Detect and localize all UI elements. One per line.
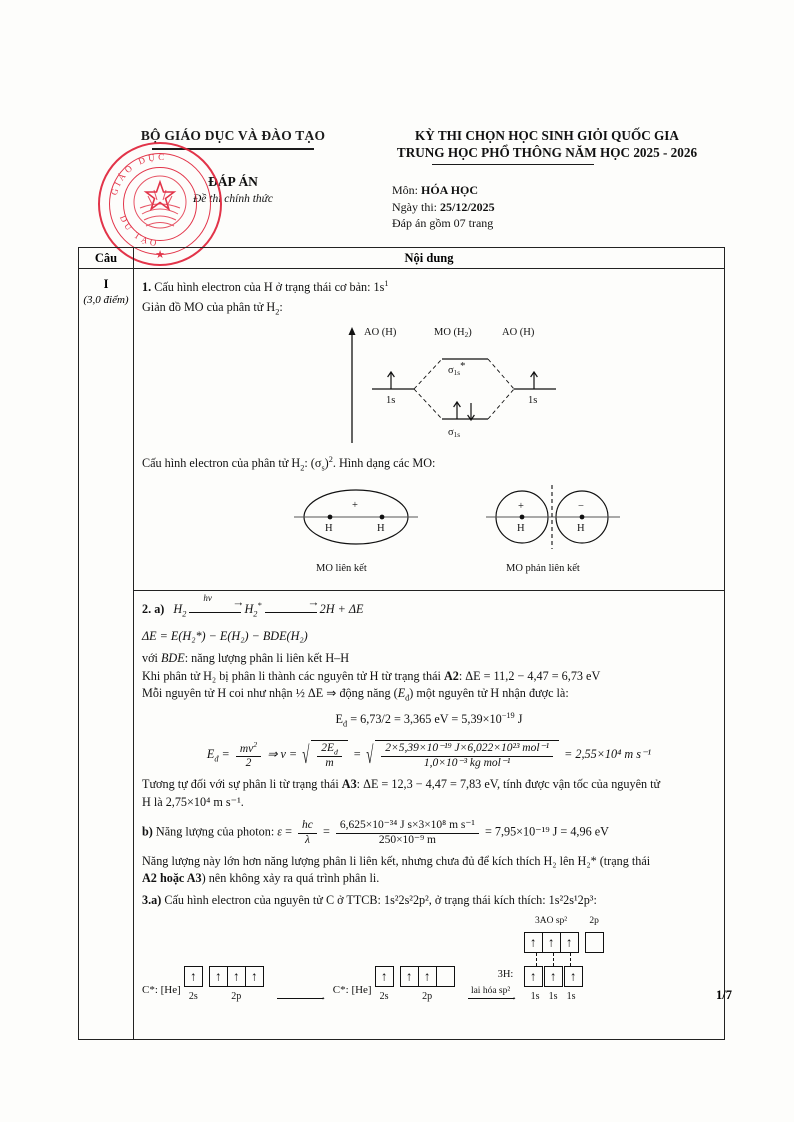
exam-type-label: Đề thi chính thức: [192, 192, 274, 205]
spin-up-arrow: [530, 936, 537, 949]
mv2-numerator: [236, 740, 261, 757]
reactant-h2: H: [173, 601, 183, 616]
config-sub: 2: [300, 463, 305, 472]
photon-denominator: 250×10⁻⁹ m: [378, 833, 436, 846]
exam-title-line2: TRUNG HỌC PHỔ THÔNG NĂM HỌC 2025 - 2026: [396, 145, 698, 160]
left-2p-group: [209, 966, 264, 1006]
pages-note: Đáp án gồm 07 trang: [392, 216, 494, 231]
ed-exponent: −19: [501, 710, 515, 720]
ao-left-orbital-label: 1s: [386, 394, 396, 406]
part3-text: Cấu hình electron của nguyên tử C ở TTCB: 1s²2s²2p², ở trạng thái kích thích: 1s²2s¹2p³:: [164, 892, 597, 907]
bde-note-prefix: với: [142, 651, 158, 665]
spin-up-arrow: [215, 970, 222, 983]
part1-number: 1.: [142, 280, 152, 295]
sqrt1-numerator: [317, 742, 342, 757]
answer-key-title: ĐÁP ÁN: [208, 173, 258, 189]
orbital-box: [185, 967, 202, 986]
mv-sup: 2: [253, 740, 258, 750]
sqrt2-denominator: 1,0×10⁻³ kg mol⁻¹: [423, 756, 511, 769]
h-1s-label: 1s: [566, 990, 576, 1002]
hydrogen-boxes-group: [524, 966, 583, 1006]
half-e-italic: E: [397, 686, 406, 700]
header-right-block: [372, 128, 722, 232]
subject-label: Môn:: [392, 183, 419, 198]
hybrid-sp2-boxes: [524, 932, 579, 953]
velocity-lhs: [206, 740, 652, 770]
a3-text-pre: Tương tự đối với sự phân li từ trạng thái: [142, 777, 339, 792]
velocity-implies: ⇒ v =: [267, 746, 298, 761]
date-line: [392, 199, 722, 216]
right-2s-label: 2s: [379, 990, 389, 1002]
spin-up-arrow: [424, 970, 431, 983]
content-cell: [134, 269, 724, 1039]
a3-state-badge: A3: [341, 777, 357, 792]
ed-sub: đ: [343, 719, 348, 729]
a2-state-badge: A2: [443, 668, 459, 683]
right-2s-group: [375, 966, 394, 1006]
orbital-box: [543, 933, 561, 952]
label-ao-right: AO (H): [502, 326, 535, 338]
spin-up-arrow: [548, 936, 555, 949]
left-2s-group: [184, 966, 203, 1006]
part3-number: 3.a): [142, 892, 162, 907]
mv2-denominator: 2: [245, 757, 252, 770]
part1-line2: [142, 299, 716, 321]
photon-note: [142, 853, 716, 871]
antibonding-sign-minus: −: [578, 500, 584, 512]
mo-diagram-svg: [338, 323, 608, 449]
right-2p-label: 2p: [422, 990, 433, 1002]
config-end: ): [324, 455, 329, 470]
part3-line: [142, 892, 716, 910]
ministry-name: BỘ GIÁO DỤC VÀ ĐÀO TẠO: [140, 128, 326, 143]
bonding-caption: MO liên kết: [316, 562, 367, 574]
page-number: 1/7: [716, 988, 732, 1002]
part1-line1-text: Cấu hình electron của H ở trạng thái cơ bản: 1s: [154, 280, 385, 295]
delta-e-equation: ΔE = E(H₂*) − E(H₂) − BDE(H₂): [142, 628, 308, 643]
col-header-content: Nội dung: [404, 250, 454, 265]
sqrt1-num-sub: đ: [333, 747, 338, 757]
antibonding-atom-left: H: [517, 522, 525, 534]
energy-axis-arrowhead: [349, 327, 356, 335]
part1-line1-sup: 1: [384, 279, 389, 288]
part2-reaction-line: [142, 592, 716, 623]
hydrogen-row: [497, 966, 604, 1006]
subject-value: HÓA HỌC: [421, 183, 479, 198]
hc-numerator: hc: [298, 819, 317, 833]
question-points: (3,0 điểm): [83, 294, 129, 306]
left-atom-label: C*: [He]: [142, 983, 181, 996]
part2-number: 2.: [142, 601, 152, 616]
hybrid-2p-boxes: [585, 932, 604, 953]
hydrogen-1s-labels: [527, 987, 580, 1006]
a3-result-line: H là 2,75×10⁴ m s⁻¹.: [142, 794, 244, 809]
left-2p-boxes: [209, 966, 264, 987]
date-label: Ngày thi:: [392, 199, 437, 214]
a3-calc: : ΔE = 12,3 − 4,47 = 7,83 eV, tính được vận tốc của nguyên tử: [356, 777, 661, 792]
hybridization-label: lai hóa sp²: [470, 985, 511, 996]
sqrt1-den-text: m: [325, 757, 334, 770]
date-value: 25/12/2025: [440, 199, 495, 214]
bond-dashes: [528, 953, 604, 966]
right-2s-boxes: [375, 966, 394, 987]
sqrt1-num-text: 2E: [321, 741, 334, 754]
right-2p-group: [400, 966, 455, 1006]
bonding-electron-up-arrow: [454, 402, 461, 419]
spin-up-arrow: [251, 970, 258, 983]
orbital-box: [544, 966, 563, 987]
bond-dash: [553, 953, 554, 966]
exam-meta-block: [392, 182, 722, 232]
bonding-atom-right: H: [377, 522, 385, 534]
velocity-eq2: =: [352, 746, 362, 761]
ao-left-electron-arrow: [388, 372, 395, 389]
reactant-h2-sub: 2: [182, 609, 187, 618]
ed-value: = 6,73/2 = 3,365 eV = 5,39×10: [350, 712, 502, 726]
spin-up-arrow: [550, 970, 557, 983]
orbital-box: [524, 966, 543, 987]
product-h2star-sub: 2: [253, 609, 258, 618]
a2-text-pre: Khi phân tử H₂ bị phân li thành các nguyên tử H từ trạng thái: [142, 668, 441, 683]
part1-line1: [142, 275, 716, 297]
ministry-underline: [152, 148, 314, 150]
header-left-block: [88, 128, 378, 205]
orbital-box: [525, 933, 543, 952]
velocity-result: = 2,55×10⁴ m s⁻¹: [564, 746, 652, 761]
photon-result: = 7,95×10⁻¹⁹ J = 4,96 eV: [484, 824, 609, 839]
right-atom-label: C*: [He]: [332, 983, 372, 996]
config-tail: . Hình dạng các MO:: [332, 455, 436, 470]
photon-label: hv: [203, 592, 212, 603]
orbital-box: [564, 966, 583, 987]
half-text-post: ) một nguyên tử H nhận được là:: [409, 686, 569, 700]
sqrt-2Ed-over-m: [302, 740, 348, 771]
question-number: I: [103, 277, 109, 291]
frac-big: [381, 742, 553, 769]
label-mo-center: MO (H2): [434, 326, 472, 339]
h-1s-label: 1s: [548, 990, 558, 1002]
spin-up-arrow: [406, 970, 413, 983]
spin-up-arrow: [570, 970, 577, 983]
bde-note: [142, 650, 716, 668]
second-arrow: →: [265, 601, 317, 619]
photon-energy-text: Năng lượng của photon:: [155, 824, 275, 839]
photon-big-fraction: [336, 819, 479, 846]
left-2p-label: 2p: [231, 990, 242, 1002]
mv-text: mv: [239, 742, 254, 755]
ao-right-electron-arrow: [531, 372, 538, 389]
orbital-box: [586, 933, 603, 952]
ed-label: E: [335, 712, 343, 726]
a3-dissociation-line: [142, 776, 716, 794]
svg-text:DU TẠO: DU TẠO: [117, 213, 161, 249]
transition-arrow-1: →: [277, 998, 323, 999]
mo-shapes-svg: [294, 483, 644, 579]
hybrid-sp2-group: [524, 913, 579, 953]
bonding-atom-left: H: [325, 522, 333, 534]
half-text-pre: Mỗi nguyên tử H coi như nhận ½ ΔE ⇒ động năng (: [142, 686, 398, 700]
antibonding-atom-right: H: [577, 522, 585, 534]
part1-line2-text: Giản đồ MO của phân tử H: [142, 299, 276, 314]
hybrid-orbital-block: [497, 913, 604, 1005]
table-header-row: [79, 248, 724, 269]
left-2s-label: 2s: [188, 990, 198, 1002]
config-mid: : (σ: [304, 455, 322, 470]
bond-dash: [536, 953, 537, 966]
h-1s-label: 1s: [530, 990, 540, 1002]
photon-note-part2: ) nên không xảy ra quá trình phân li.: [201, 871, 380, 886]
antibonding-sign-plus: +: [518, 500, 524, 512]
section-divider-1: [134, 590, 724, 591]
bond-dash: [570, 953, 571, 966]
hydrogen-1s-boxes: [524, 966, 583, 987]
velocity-E-sub: đ: [214, 754, 219, 764]
hydrogen-label: 3H:: [497, 968, 514, 980]
frac-2Ed-m: [317, 742, 342, 771]
spin-up-arrow: [190, 970, 197, 983]
hybrid-title: 3AO sp²: [535, 916, 568, 927]
bde-note-text: : năng lượng phân li liên kết H–H: [184, 651, 350, 665]
orbital-diagram-row: [142, 913, 716, 1005]
velocity-eq1: =: [221, 746, 230, 761]
table-body-row: [79, 269, 724, 1039]
hc-over-lambda: [298, 819, 317, 846]
part1-config-line: [142, 451, 716, 477]
right-2p-boxes: [400, 966, 455, 987]
hybrid-2p-label: 2p: [589, 916, 599, 927]
part1-line2-sub: 2: [275, 307, 280, 316]
sqrt1-denominator: [317, 757, 342, 770]
product-star: *: [257, 600, 262, 610]
col-header-question: Câu: [79, 248, 134, 268]
velocity-E: E: [206, 746, 215, 761]
a2-calc: : ΔE = 11,2 − 4,47 = 6,73 eV: [458, 668, 601, 683]
config-text: Cấu hình electron của phân tử H: [142, 455, 301, 470]
orbital-box: [376, 967, 393, 986]
photon-note-state: A2 hoặc A3: [142, 871, 202, 886]
photon-energy-line: b) Năng lượng của photon: ε = $\frac{hc}{\lambda}$ = $\frac{\text{6,625×10⁻³⁴ J s×3×10⁸ m s⁻¹}}{\text{250×10⁻⁹ m}}$ = 7,95×10⁻¹⁹ J = 4,96 eV: [142, 819, 609, 846]
antibonding-caption: MO phản liên kết: [506, 562, 580, 574]
product-h2star: H: [244, 601, 254, 616]
photon-note-part1: Năng lượng này lớn hơn năng lượng phân li liên kết, nhưng chưa đủ để kích thích H₂ lên H₂* (trạng thái: [142, 853, 651, 868]
hybridization-arrow: lai hóa sp² →: [468, 983, 514, 1000]
bonding-mo-shape: [294, 490, 418, 574]
orbital-box: [210, 967, 228, 986]
lambda-denominator: λ: [304, 833, 310, 846]
bde-italic: BDE: [160, 651, 185, 665]
question-number-cell: [79, 269, 134, 1039]
part1-line2-end: :: [279, 299, 283, 314]
exam-title-underline: [432, 164, 594, 165]
spin-up-arrow: [381, 970, 388, 983]
velocity-formula: [142, 740, 716, 771]
photon-arrow: hv →: [189, 601, 241, 619]
ed-value-line: [142, 707, 716, 733]
part2-a-label: a): [154, 601, 165, 616]
stamp-bottom-star-icon: ★: [155, 249, 165, 261]
orbital-box: [228, 967, 246, 986]
reaction-scheme: [173, 592, 364, 618]
half-energy-line: [142, 685, 716, 707]
ed-unit: J: [514, 712, 523, 726]
exam-title-line1: KỲ THI CHỌN HỌC SINH GIỎI QUỐC GIA: [415, 128, 679, 143]
mv2-over-2: [236, 740, 261, 770]
spin-up-arrow: [233, 970, 240, 983]
hybrid-2p-group: [585, 913, 604, 953]
orbital-box: [401, 967, 419, 986]
photon-note-line2: [142, 870, 716, 888]
orbital-box: [419, 967, 437, 986]
mo-shapes-diagram: [142, 483, 716, 583]
antibonding-mo-shape: [486, 485, 620, 574]
answer-table: [78, 247, 725, 1040]
bonding-electron-down-arrow: [468, 403, 475, 420]
a2-dissociation-line: [142, 668, 716, 686]
config-sub2: s: [321, 463, 325, 472]
spin-up-arrow: [566, 936, 573, 949]
config-sup: 2: [328, 454, 333, 464]
orbital-box: [437, 967, 454, 986]
bonding-sign-plus: +: [352, 499, 358, 511]
subject-line: [392, 182, 722, 199]
orbital-box: [561, 933, 578, 952]
reaction-products: 2H + ΔE: [319, 601, 364, 616]
part2-b-label: b): [142, 824, 153, 839]
svg-text:GIÁO DỤC: GIÁO DỤC: [108, 151, 168, 197]
spin-up-arrow: [530, 970, 537, 983]
photon-numerator: 6,625×10⁻³⁴ J s×3×10⁸ m s⁻¹: [336, 819, 479, 833]
ao-right-orbital-label: 1s: [528, 394, 538, 406]
antibonding-mo-label: σ1s*: [448, 360, 466, 377]
sqrt-big-expression: [366, 740, 559, 769]
bonding-mo-label: σ1s: [448, 426, 461, 439]
orbital-box: [246, 967, 263, 986]
document-header: [0, 128, 794, 238]
label-ao-left: AO (H): [364, 326, 397, 338]
mo-energy-diagram: [142, 323, 716, 451]
half-e-sub: đ: [405, 693, 410, 703]
left-2s-boxes: [184, 966, 203, 987]
sqrt2-numerator: √ 2×5,39×10⁻¹⁹ J×6,022×10²³ mol⁻¹: [381, 742, 553, 756]
epsilon-symbol: ε: [277, 824, 283, 839]
